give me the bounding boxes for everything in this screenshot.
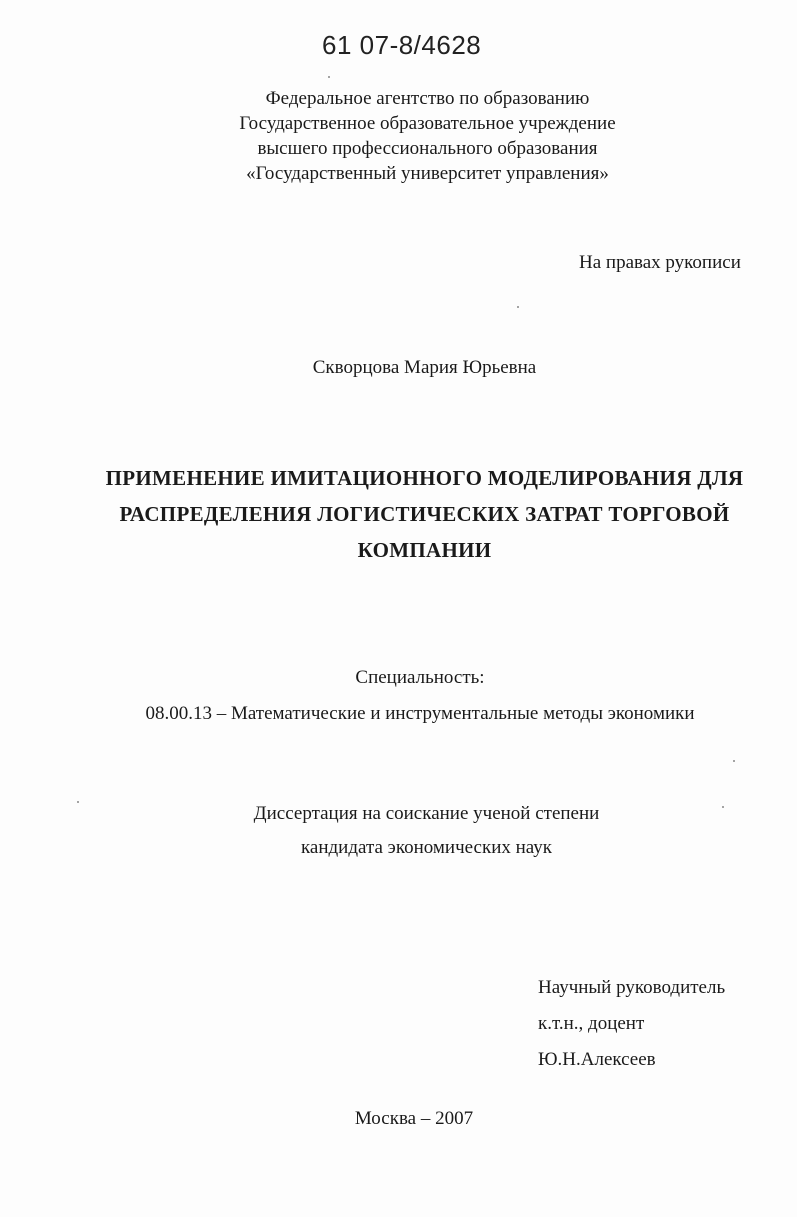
thesis-title: [0, 460, 797, 568]
scan-speck: [722, 806, 724, 808]
specialty-label: Специальность:: [355, 667, 485, 688]
title-line: ПРИМЕНЕНИЕ ИМИТАЦИОННОГО МОДЕЛИРОВАНИЯ ДЛЯ: [105, 466, 744, 490]
title-line: РАСПРЕДЕЛЕНИЯ ЛОГИСТИЧЕСКИХ ЗАТРАТ ТОРГОВОЙ: [119, 502, 730, 526]
title-line: КОМПАНИИ: [357, 538, 492, 562]
organization-line: «Государственный университет управления»: [246, 163, 609, 184]
archive-stamp-number: 61 07-8/4628: [322, 30, 482, 60]
supervisor-line: Научный руководитель: [538, 977, 726, 998]
supervisor-line: Ю.Н.Алексеев: [538, 1049, 656, 1070]
rights-note: На правах рукописи: [579, 252, 741, 273]
degree-statement: [0, 797, 797, 865]
specialty-value: 08.00.13 – Математические и инструментальные методы экономики: [145, 703, 695, 724]
scan-speck: [517, 306, 519, 308]
degree-line: Диссертация на соискание ученой степени: [253, 803, 600, 824]
author-name: Скворцова Мария Юрьевна: [312, 357, 537, 378]
supervisor-line: к.т.н., доцент: [538, 1013, 645, 1034]
scan-speck: [733, 760, 735, 762]
organization-header: [0, 86, 797, 186]
city-year: Москва – 2007: [354, 1108, 474, 1129]
scan-speck: [328, 76, 330, 78]
organization-line: Федеральное агентство по образованию: [265, 88, 590, 109]
supervisor-block: [538, 970, 725, 1078]
organization-line: Государственное образовательное учреждение: [239, 113, 616, 134]
organization-line: высшего профессионального образования: [257, 138, 598, 159]
scan-speck: [77, 801, 79, 803]
degree-line: кандидата экономических наук: [300, 837, 553, 858]
